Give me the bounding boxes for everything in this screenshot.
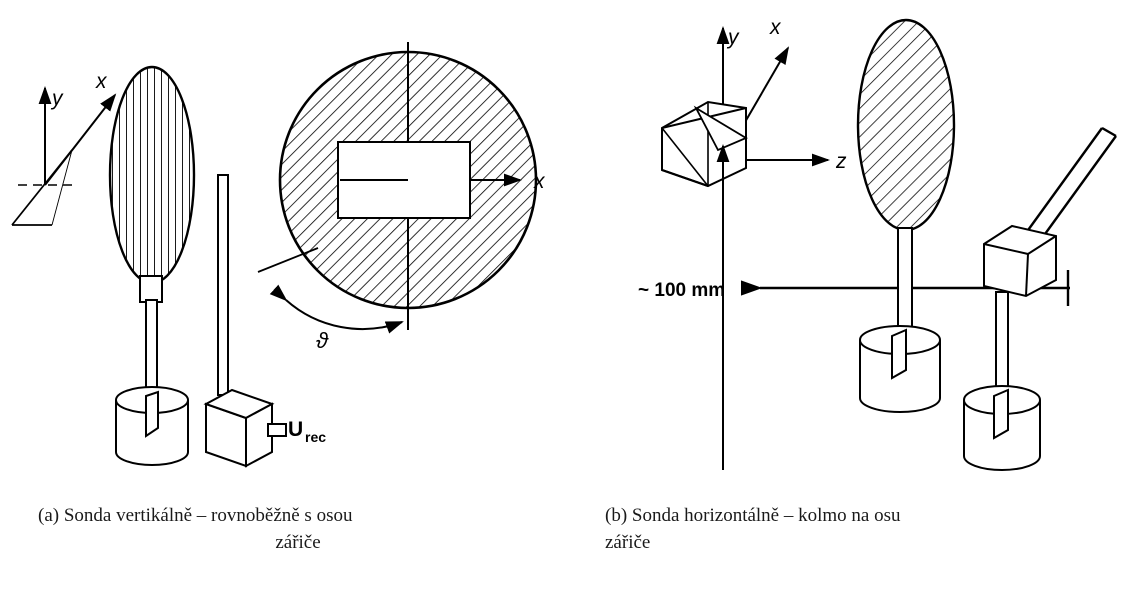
panel-b-probe xyxy=(964,128,1116,470)
panel-a-x-label: x xyxy=(96,70,107,93)
caption-panel-a xyxy=(38,502,558,556)
caption-b-label: (b) xyxy=(605,505,628,526)
panel-b-y-label: y xyxy=(728,26,739,49)
panel-b-drawing xyxy=(600,0,1141,500)
panel-a-axis-inset xyxy=(12,70,115,225)
panel-b-z-label: z xyxy=(836,150,847,173)
caption-a-line1: Sonda vertikálně – rovnoběžně s osou xyxy=(63,505,353,526)
caption-b-line1: Sonda horizontálně – kolmo na osu xyxy=(631,505,901,526)
caption-b-line2: zářiče xyxy=(605,532,651,553)
panel-a-x-label-2: x xyxy=(534,170,545,193)
figure-panel-a xyxy=(0,0,600,500)
panel-a-radiator-front xyxy=(280,42,546,330)
panel-a-theta-label: ϑ xyxy=(316,328,329,353)
panel-a-cylinder-stand xyxy=(116,387,188,465)
figure-panel-b xyxy=(600,0,1141,500)
panel-b-axis-inset xyxy=(662,16,847,470)
panel-b-x-label: x xyxy=(770,16,781,39)
caption-a-label: (a) xyxy=(38,505,60,526)
figure-captions xyxy=(0,502,1141,602)
panel-b-radiator xyxy=(858,20,954,412)
panel-a-urec-label: U xyxy=(288,418,304,441)
panel-a-y-label: y xyxy=(52,87,63,110)
caption-panel-b xyxy=(605,502,1125,556)
caption-a-line2: zářiče xyxy=(275,532,321,553)
panel-b-distance-label: ~ 100 mm xyxy=(638,280,726,301)
panel-a-drawing xyxy=(0,0,600,500)
panel-a-radiator-side xyxy=(110,67,194,398)
panel-a-urec-sub: rec xyxy=(305,429,327,445)
